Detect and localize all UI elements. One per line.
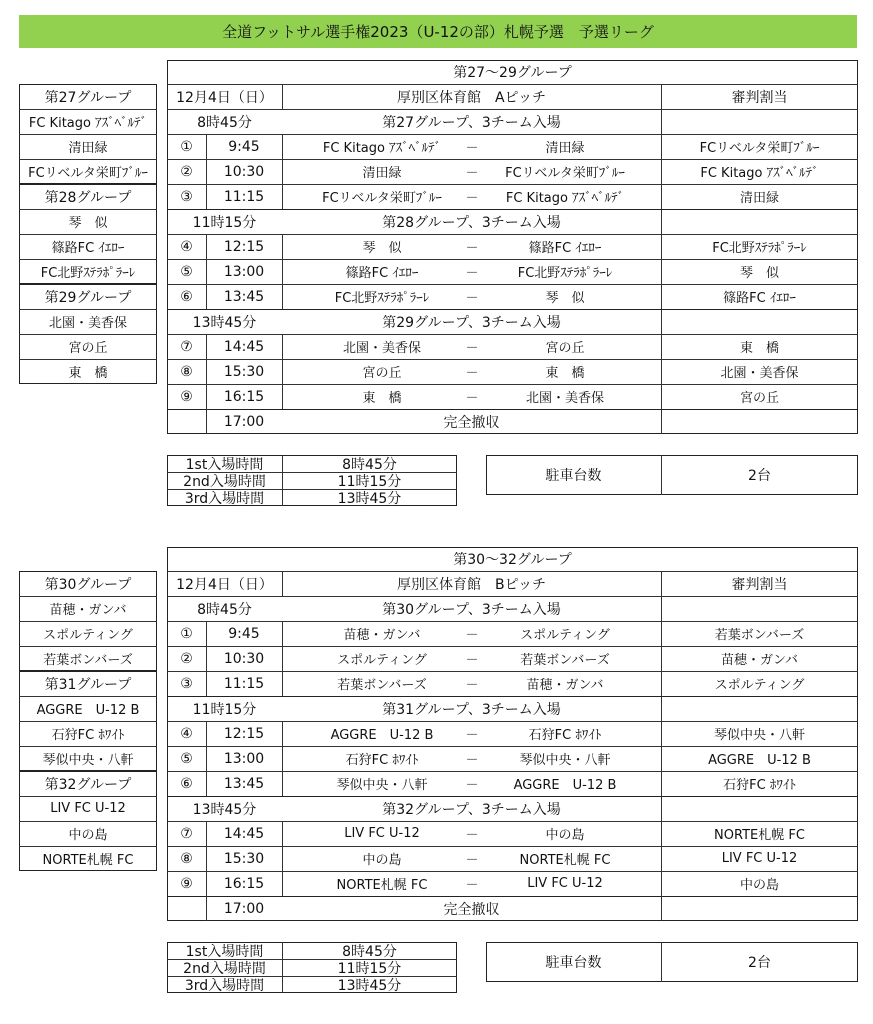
date-cell: 12月4日（日）: [176, 576, 273, 593]
home-team: 宮の丘: [362, 366, 402, 381]
group-team: AGGRE U-12 B: [36, 703, 140, 718]
column-divider: [661, 209, 662, 234]
referee-team: 北園・美香保: [720, 366, 799, 381]
away-team: 琴 似: [545, 291, 585, 306]
column-divider: [282, 746, 283, 771]
match-time: 14:45: [223, 825, 265, 842]
column-divider: [282, 821, 283, 846]
away-team: 東 橋: [545, 366, 585, 381]
group-team: 中の島: [68, 828, 108, 843]
close-text: 完全撤収: [443, 414, 500, 431]
group-team: 苗穂・ガンバ: [49, 603, 127, 618]
column-divider: [661, 646, 662, 671]
group-team: 若葉ボンバーズ: [43, 653, 133, 668]
match-number: ⑥: [180, 775, 193, 792]
column-divider: [206, 671, 207, 696]
referee-team: FCリベルタ栄町ﾌﾞﾙｰ: [699, 141, 820, 156]
group-label: 第28グループ: [44, 189, 132, 206]
column-divider: [206, 821, 207, 846]
parking-label: 駐車台数: [545, 955, 602, 971]
away-team: 若葉ボンバーズ: [520, 653, 610, 668]
column-divider: [206, 359, 207, 384]
venue-cell: 厚別区体育館 Bピッチ: [396, 576, 547, 593]
match-number: ②: [180, 163, 193, 180]
referee-header: 審判割当: [731, 576, 788, 593]
entry-text: 第28グループ、3チーム入場: [382, 214, 561, 231]
match-number: ④: [180, 725, 193, 742]
column-divider: [206, 646, 207, 671]
column-divider: [282, 671, 283, 696]
referee-team: 若葉ボンバーズ: [714, 628, 805, 643]
home-team: スポルティング: [337, 653, 427, 668]
column-divider: [282, 621, 283, 646]
match-number: ⑨: [180, 388, 193, 405]
column-divider: [206, 334, 207, 359]
versus-dash: －: [465, 241, 479, 256]
column-divider: [206, 621, 207, 646]
entry-time: 13時45分: [192, 314, 257, 331]
group-label: 第32グループ: [44, 776, 132, 793]
column-divider: [661, 359, 662, 384]
close-time: 17:00: [223, 413, 265, 430]
column-divider: [661, 284, 662, 309]
versus-dash: －: [465, 753, 479, 768]
match-number: ④: [180, 238, 193, 255]
column-divider: [661, 596, 662, 621]
versus-dash: －: [465, 728, 479, 743]
versus-dash: －: [465, 778, 479, 793]
match-number: ⑨: [180, 875, 193, 892]
column-divider: [282, 184, 283, 209]
group-divider: [167, 209, 858, 210]
match-time: 13:00: [223, 263, 265, 280]
match-time: 13:45: [223, 288, 265, 305]
versus-dash: －: [465, 341, 479, 356]
home-team: FCリベルタ栄町ﾌﾞﾙｰ: [322, 191, 442, 206]
group-team: 石狩FC ﾎﾜｲﾄ: [51, 728, 125, 743]
group-divider: [167, 696, 858, 697]
group-label: 第31グループ: [44, 676, 132, 693]
home-team: 中の島: [362, 853, 402, 868]
referee-team: NORTE札幌 FC: [714, 828, 805, 843]
referee-team: 東 橋: [739, 341, 779, 356]
entry-time: 11時15分: [192, 214, 257, 231]
match-number: ⑧: [180, 363, 193, 380]
column-divider: [661, 259, 662, 284]
match-time: 9:45: [228, 138, 260, 155]
group-team: FCリベルタ栄町ﾌﾞﾙｰ: [28, 166, 148, 181]
column-divider: [661, 671, 662, 696]
column-divider: [206, 134, 207, 159]
column-divider: [206, 234, 207, 259]
home-team: 琴 似: [362, 241, 402, 256]
match-time: 10:30: [223, 163, 265, 180]
group-team: FC北野ｽﾃﾗﾎﾟﾗｰﾚ: [40, 266, 136, 281]
away-team: FC北野ｽﾃﾗﾎﾟﾗｰﾚ: [517, 266, 613, 281]
home-team: 石狩FC ﾎﾜｲﾄ: [345, 753, 419, 768]
home-team: AGGRE U-12 B: [330, 728, 434, 743]
column-divider: [661, 409, 662, 434]
match-number: ①: [180, 138, 193, 155]
column-divider: [282, 846, 283, 871]
match-time: 12:15: [223, 725, 265, 742]
match-number: ⑤: [180, 263, 193, 280]
home-team: 琴似中央・八軒: [336, 778, 428, 793]
entry-text: 第30グループ、3チーム入場: [382, 601, 561, 618]
column-divider: [661, 234, 662, 259]
away-team: FC Kitago ｱｽﾞﾍﾞﾙﾃﾞ: [505, 191, 625, 206]
entry-time: 11時15分: [192, 701, 257, 718]
column-divider: [282, 721, 283, 746]
group-team: 篠路FC ｲｴﾛｰ: [51, 241, 125, 256]
column-divider: [282, 646, 283, 671]
home-team: 篠路FC ｲｴﾛｰ: [345, 266, 419, 281]
referee-team: 中の島: [739, 878, 779, 893]
versus-dash: －: [465, 191, 479, 206]
versus-dash: －: [465, 291, 479, 306]
away-team: 中の島: [545, 828, 585, 843]
group-team: 琴似中央・八軒: [42, 753, 134, 768]
column-divider: [661, 896, 662, 921]
referee-team: 篠路FC ｲｴﾛｰ: [723, 291, 796, 306]
column-divider: [282, 84, 283, 109]
away-team: AGGRE U-12 B: [513, 778, 617, 793]
column-divider: [206, 871, 207, 896]
column-divider: [661, 771, 662, 796]
home-team: FC Kitago ｱｽﾞﾍﾞﾙﾃﾞ: [322, 141, 442, 156]
match-time: 13:45: [223, 775, 265, 792]
away-team: 石狩FC ﾎﾜｲﾄ: [528, 728, 602, 743]
close-text: 完全撤収: [443, 901, 500, 918]
column-divider: [206, 846, 207, 871]
match-number: ②: [180, 650, 193, 667]
group-label: 第30グループ: [44, 576, 132, 593]
entry-time-value: 13時45分: [337, 490, 402, 507]
entry-time-value: 11時15分: [337, 473, 402, 490]
away-team: 苗穂・ガンバ: [526, 678, 604, 693]
group-divider: [167, 309, 858, 310]
away-team: スポルティング: [520, 628, 610, 643]
match-time: 11:15: [223, 675, 265, 692]
group-team: 清田緑: [68, 141, 108, 156]
away-team: FCリベルタ栄町ﾌﾞﾙｰ: [505, 166, 625, 181]
entry-time-label: 2nd入場時間: [183, 960, 266, 977]
home-team: 苗穂・ガンバ: [343, 628, 421, 643]
referee-header: 審判割当: [731, 89, 788, 106]
versus-dash: －: [465, 678, 479, 693]
column-divider: [661, 84, 662, 109]
entry-time-label: 3rd入場時間: [184, 977, 265, 994]
referee-team: 琴 似: [739, 266, 779, 281]
column-divider: [206, 771, 207, 796]
parking-value: 2台: [748, 955, 771, 971]
versus-dash: －: [465, 828, 479, 843]
entry-time-label: 2nd入場時間: [183, 473, 266, 490]
match-number: ③: [180, 188, 193, 205]
column-divider: [282, 159, 283, 184]
referee-team: 苗穂・ガンバ: [720, 653, 799, 668]
column-divider: [282, 359, 283, 384]
column-divider: [206, 184, 207, 209]
group-team: NORTE札幌 FC: [42, 853, 134, 868]
match-time: 16:15: [223, 388, 265, 405]
group-team: 琴 似: [68, 216, 108, 231]
close-time: 17:00: [223, 900, 265, 917]
column-divider: [661, 871, 662, 896]
match-number: ⑦: [180, 825, 193, 842]
column-divider: [206, 409, 207, 434]
entry-time-value: 8時45分: [342, 456, 397, 473]
entry-time-value: 13時45分: [337, 977, 402, 994]
versus-dash: －: [465, 853, 479, 868]
versus-dash: －: [465, 653, 479, 668]
referee-team: スポルティング: [714, 678, 805, 693]
column-divider: [282, 571, 283, 596]
home-team: LIV FC U-12: [344, 826, 420, 841]
column-divider: [661, 696, 662, 721]
column-divider: [282, 771, 283, 796]
column-divider: [206, 896, 207, 921]
match-number: ③: [180, 675, 193, 692]
referee-team: 琴似中央・八軒: [713, 728, 805, 743]
entry-time-label: 1st入場時間: [185, 943, 264, 960]
referee-team: FC北野ｽﾃﾗﾎﾟﾗｰﾚ: [712, 241, 807, 256]
column-divider: [206, 721, 207, 746]
column-divider: [661, 159, 662, 184]
column-divider: [661, 571, 662, 596]
referee-team: FC Kitago ｱｽﾞﾍﾞﾙﾃﾞ: [700, 166, 819, 181]
column-divider: [661, 721, 662, 746]
away-team: 清田緑: [545, 141, 585, 156]
column-divider: [206, 284, 207, 309]
home-team: 若葉ボンバーズ: [337, 678, 427, 693]
away-team: 宮の丘: [545, 341, 585, 356]
column-divider: [282, 384, 283, 409]
away-team: 北園・美香保: [525, 391, 604, 406]
entry-time: 8時45分: [197, 601, 252, 618]
group-team: LIV FC U-12: [50, 801, 126, 816]
entry-time-value: 8時45分: [342, 943, 397, 960]
column-divider: [206, 159, 207, 184]
column-divider: [661, 746, 662, 771]
home-team: 東 橋: [362, 391, 402, 406]
versus-dash: －: [465, 166, 479, 181]
column-divider: [282, 334, 283, 359]
page-title: 全道フットサル選手権2023（U-12の部）札幌予選 予選リーグ: [19, 15, 857, 48]
group-team: 宮の丘: [68, 341, 108, 356]
group-divider: [167, 796, 858, 797]
match-number: ⑧: [180, 850, 193, 867]
match-time: 11:15: [223, 188, 265, 205]
column-divider: [206, 746, 207, 771]
entry-time: 13時45分: [192, 801, 257, 818]
entry-text: 第32グループ、3チーム入場: [382, 801, 561, 818]
match-time: 16:15: [223, 875, 265, 892]
match-number: ⑥: [180, 288, 193, 305]
column-divider: [282, 871, 283, 896]
group-label: 第29グループ: [44, 289, 132, 306]
match-time: 12:15: [223, 238, 265, 255]
match-number: ①: [180, 625, 193, 642]
group-team: FC Kitago ｱｽﾞﾍﾞﾙﾃﾞ: [28, 116, 148, 131]
away-team: 琴似中央・八軒: [519, 753, 611, 768]
group-team: スポルティング: [43, 628, 133, 643]
venue-cell: 厚別区体育館 Aピッチ: [396, 89, 547, 106]
referee-team: 石狩FC ﾎﾜｲﾄ: [723, 778, 796, 793]
versus-dash: －: [465, 628, 479, 643]
column-divider: [661, 796, 662, 821]
versus-dash: －: [465, 878, 479, 893]
entry-time-value: 11時15分: [337, 960, 402, 977]
section-header: 第27～29グループ: [453, 65, 572, 81]
match-number: ⑦: [180, 338, 193, 355]
away-team: LIV FC U-12: [527, 876, 603, 891]
column-divider: [661, 334, 662, 359]
versus-dash: －: [465, 141, 479, 156]
referee-team: LIV FC U-12: [721, 851, 798, 866]
column-divider: [282, 234, 283, 259]
home-team: FC北野ｽﾃﾗﾎﾟﾗｰﾚ: [334, 291, 430, 306]
referee-team: 宮の丘: [739, 391, 779, 406]
versus-dash: －: [465, 391, 479, 406]
home-team: NORTE札幌 FC: [336, 878, 428, 893]
column-divider: [661, 621, 662, 646]
group-team: 北園・美香保: [48, 316, 127, 331]
column-divider: [661, 384, 662, 409]
match-time: 9:45: [228, 625, 260, 642]
column-divider: [282, 259, 283, 284]
match-time: 10:30: [223, 650, 265, 667]
column-divider: [661, 821, 662, 846]
entry-time: 8時45分: [197, 114, 252, 131]
column-divider: [661, 309, 662, 334]
column-divider: [206, 384, 207, 409]
column-divider: [282, 134, 283, 159]
match-time: 13:00: [223, 750, 265, 767]
date-cell: 12月4日（日）: [176, 89, 273, 106]
versus-dash: －: [465, 266, 479, 281]
referee-team: AGGRE U-12 B: [708, 753, 811, 768]
group-team: 東 橋: [68, 366, 108, 381]
column-divider: [206, 259, 207, 284]
column-divider: [661, 109, 662, 134]
group-label: 第27グループ: [44, 89, 132, 106]
parking-label: 駐車台数: [545, 468, 602, 484]
away-team: 篠路FC ｲｴﾛｰ: [528, 241, 602, 256]
home-team: 清田緑: [362, 166, 402, 181]
entry-time-label: 1st入場時間: [185, 456, 264, 473]
column-divider: [661, 846, 662, 871]
section-header: 第30～32グループ: [453, 552, 572, 568]
column-divider: [661, 184, 662, 209]
match-time: 14:45: [223, 338, 265, 355]
entry-time-label: 3rd入場時間: [184, 490, 265, 507]
match-time: 15:30: [223, 363, 265, 380]
versus-dash: －: [465, 366, 479, 381]
entry-text: 第27グループ、3チーム入場: [382, 114, 561, 131]
away-team: NORTE札幌 FC: [519, 853, 611, 868]
match-number: ⑤: [180, 750, 193, 767]
referee-team: 清田緑: [739, 191, 779, 206]
home-team: 北園・美香保: [342, 341, 421, 356]
entry-text: 第29グループ、3チーム入場: [382, 314, 561, 331]
column-divider: [661, 134, 662, 159]
parking-value: 2台: [748, 468, 771, 484]
entry-text: 第31グループ、3チーム入場: [382, 701, 561, 718]
match-time: 15:30: [223, 850, 265, 867]
column-divider: [282, 284, 283, 309]
